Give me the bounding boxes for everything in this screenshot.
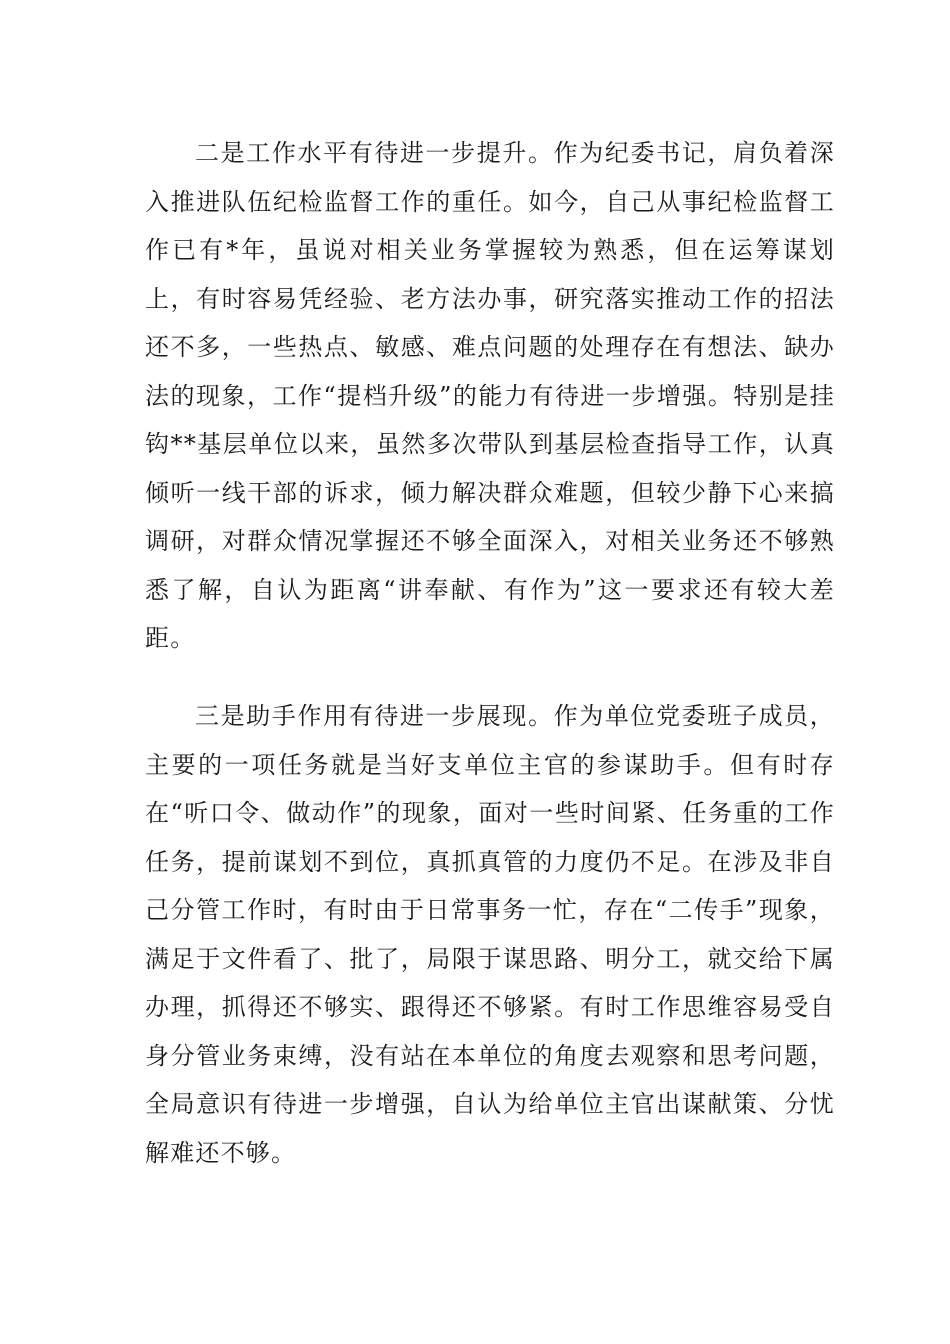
paragraph-assistant-role: 三是助手作用有待进一步展现。作为单位党委班子成员，主要的一项任务就是当好支单位主官的参谋助手。但有时存在“听口令、做动作”的现象，面对一些时间紧、任务重的工作任务，提前谋划不到位，真抓真管的力度仍不足。在涉及非自己分管工作时，有时由于日常事务一忙，存在“二传手”现象，满足于文件看了、批了，局限于谋思路、明分工，就交给下属办理，抓得还不够实、跟得还不够紧。有时工作思维容易受自身分管业务束缚，没有站在本单位的角度去观察和思考问题，全局意识有待进一步增强，自认为给单位主官出谋献策、分忧解难还不够。: [145, 702, 835, 1167]
paragraph-work-level: 二是工作水平有待进一步提升。作为纪委书记，肩负着深入推进队伍纪检监督工作的重任。如今，自己从事纪检监督工作已有*年，虽说对相关业务掌握较为熟悉，但在运筹谋划上，有时容易凭经验、老方法办事，研究落实推动工作的招法还不多，一些热点、敏感、难点问题的处理存在有想法、缺办法的现象，工作“提档升级”的能力有待进一步增强。特别是挂钩**基层单位以来，虽然多次带队到基层检查指导工作，认真倾听一线干部的诉求，倾力解决群众难题，但较少静下心来搞调研，对群众情况掌握还不够全面深入，对相关业务还不够熟悉了解，自认为距离“讲奉献、有作为”这一要求还有较大差距。: [145, 139, 835, 652]
